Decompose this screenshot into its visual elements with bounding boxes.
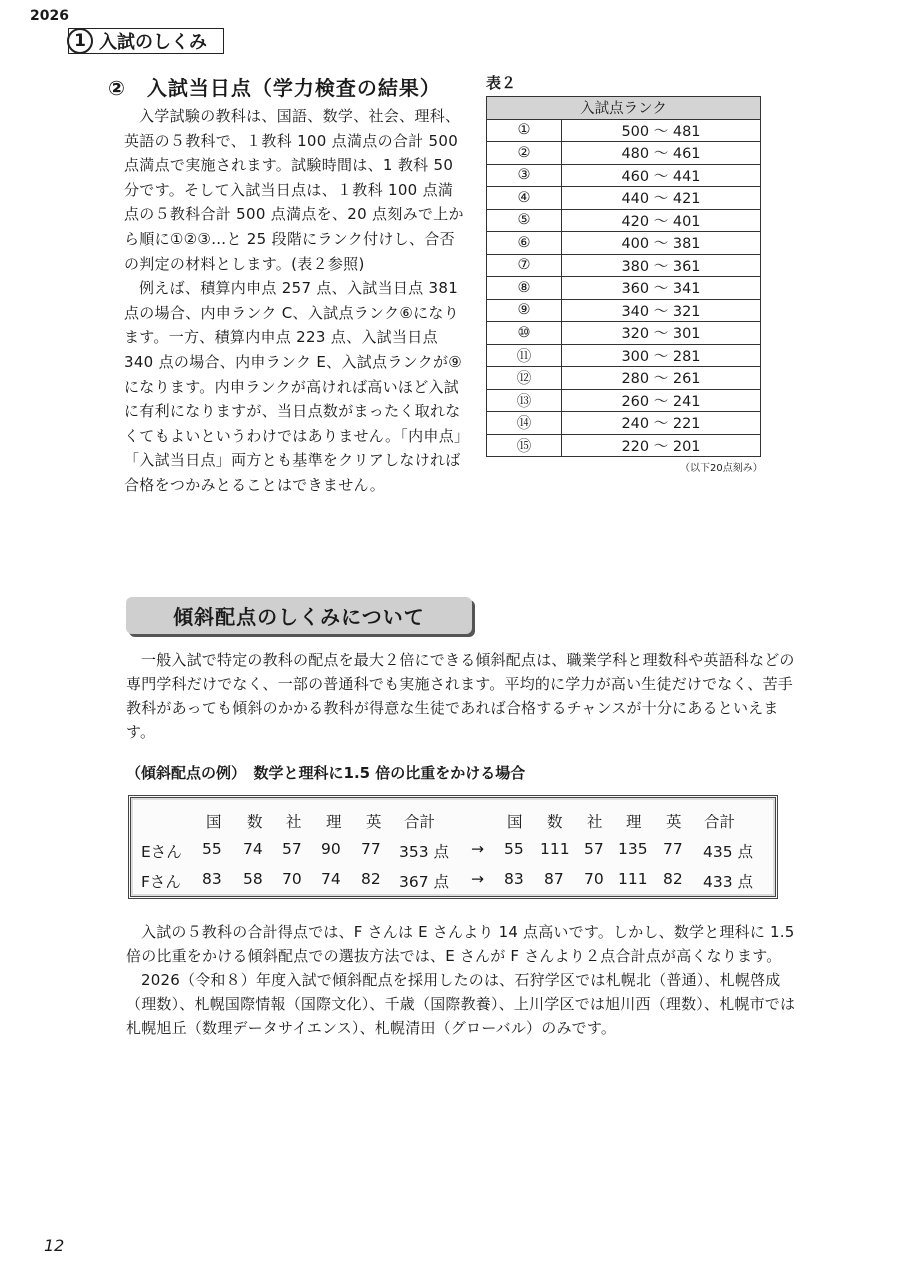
table-row: [487, 209, 761, 232]
score-cell: 77: [663, 840, 683, 858]
student-name: Fさん: [141, 873, 181, 891]
header-cell: 社: [286, 813, 302, 831]
paragraph: 入学試験の教科は、国語、数学、社会、理科、英語の５教科で、１教科 100 点満点の合計 500 点満点で実施されます。試験時間は、1 教科 50 分です。そして入試当日点は、１教科 100 点満点の５教科合計 500 点満点を、20 点刻みで上から順に①②③…と 25 段階にランク付けし、合否の判定の材料とします。(表２参照): [124, 107, 464, 273]
range-cell: 260 ～ 241: [562, 389, 761, 412]
rank-cell: ④: [487, 187, 562, 210]
student-name: Eさん: [141, 843, 182, 861]
score-cell: 55: [202, 840, 222, 858]
total-cell: 353 点: [399, 843, 450, 861]
rank-cell: ⑧: [487, 277, 562, 300]
page-number: 12: [44, 1236, 65, 1255]
paragraph: 例えば、積算内申点 257 点、入試当日点 381 点の場合、内申ランク C、入試点ランク⑥になります。一方、積算内申点 223 点、入試当日点 340 点の場合、内申ランク E、入試点ランクが⑨になります。内申ランクが高ければ高いほど入試に有利になりますが、当日点数がまったく取れなくてもよいというわけではありません。「内申点」「入試当日点」両方とも基準をクリアしなければ合格をつかみとることはできません。: [124, 279, 462, 494]
table-row: [487, 119, 761, 142]
range-cell: 480 ～ 461: [562, 142, 761, 165]
table-row: [487, 187, 761, 210]
header-cell: 理: [626, 813, 642, 831]
header-cell: 理: [326, 813, 342, 831]
score-cell: 57: [282, 840, 302, 858]
total-cell: 435 点: [703, 843, 754, 861]
score-cell: 82: [663, 870, 683, 888]
rank-cell: ⑤: [487, 209, 562, 232]
section-heading: ② 入試当日点（学力検査の結果）: [108, 76, 441, 100]
section-body: [124, 104, 464, 498]
rank-cell: ⑮: [487, 434, 562, 457]
rank-cell: ⑪: [487, 344, 562, 367]
paragraph: 入試の５教科の合計得点では、F さんは E さんより 14 点高いです。しかし、数学と理科に 1.5 倍の比重をかける傾斜配点での選抜方法では、E さんが F さんより２点合計点が高くなります。: [126, 923, 795, 965]
header-cell: 数: [247, 813, 263, 831]
rank-cell: ⑬: [487, 389, 562, 412]
range-cell: 220 ～ 201: [562, 434, 761, 457]
score-cell: 77: [361, 840, 381, 858]
score-cell: 58: [243, 870, 263, 888]
table-row: [487, 412, 761, 435]
table-row: [487, 322, 761, 345]
score-cell: 135: [618, 840, 648, 858]
rank-cell: ③: [487, 164, 562, 187]
range-cell: 340 ～ 321: [562, 299, 761, 322]
range-cell: 420 ～ 401: [562, 209, 761, 232]
table-row: [487, 164, 761, 187]
range-cell: 320 ～ 301: [562, 322, 761, 345]
score-cell: 83: [504, 870, 524, 888]
rank-cell: ⑫: [487, 367, 562, 390]
section-banner: 傾斜配点のしくみについて: [126, 597, 472, 634]
total-cell: 433 点: [703, 873, 754, 891]
table-row: [487, 434, 761, 457]
range-cell: 500 ～ 481: [562, 119, 761, 142]
example-label: （傾斜配点の例） 数学と理科に1.5 倍の比重をかける場合: [126, 764, 526, 782]
score-cell: 111: [540, 840, 570, 858]
table-row: [487, 367, 761, 390]
score-cell: 82: [361, 870, 381, 888]
table-header: 入試点ランク: [487, 97, 761, 120]
score-row-f: [131, 870, 775, 900]
score-cell: 90: [321, 840, 341, 858]
table-label: 表２: [486, 74, 517, 92]
range-cell: 460 ～ 441: [562, 164, 761, 187]
score-example-box: [128, 795, 778, 899]
header-cell: 合計: [704, 813, 736, 831]
range-cell: 240 ～ 221: [562, 412, 761, 435]
score-cell: 83: [202, 870, 222, 888]
table-row: [487, 299, 761, 322]
chapter-number: 1: [67, 28, 93, 54]
rank-cell: ②: [487, 142, 562, 165]
header-cell: 数: [547, 813, 563, 831]
score-header-row: [131, 810, 775, 840]
rank-cell: ⑥: [487, 232, 562, 255]
table-row: [487, 389, 761, 412]
score-cell: 55: [504, 840, 524, 858]
score-cell: 70: [584, 870, 604, 888]
range-cell: 440 ～ 421: [562, 187, 761, 210]
header-cell: 国: [507, 813, 523, 831]
range-cell: 380 ～ 361: [562, 254, 761, 277]
rank-cell: ⑭: [487, 412, 562, 435]
rank-cell: ⑦: [487, 254, 562, 277]
chapter-tag: [68, 28, 224, 54]
table-row: [487, 254, 761, 277]
table-row: [487, 232, 761, 255]
rank-cell: ⑨: [487, 299, 562, 322]
arrow: →: [471, 840, 484, 858]
rank-cell: ①: [487, 119, 562, 142]
score-cell: 74: [243, 840, 263, 858]
range-cell: 360 ～ 341: [562, 277, 761, 300]
header-cell: 合計: [404, 813, 436, 831]
header-cell: 国: [206, 813, 222, 831]
keisha-body: [126, 920, 808, 1040]
year-label: 2026: [30, 8, 69, 24]
rank-table: [486, 96, 761, 457]
paragraph: 一般入試で特定の教科の配点を最大２倍にできる傾斜配点は、職業学科と理数科や英語科などの専門学科だけでなく、一部の普通科でも実施されます。平均的に学力が高い生徒だけでなく、苦手教科があっても傾斜のかかる教科が得意な生徒であれば合格するチャンスが十分にあるといえます。: [126, 651, 795, 741]
rank-cell: ⑩: [487, 322, 562, 345]
header-cell: 英: [366, 813, 382, 831]
table-row: [487, 277, 761, 300]
header-cell: 社: [587, 813, 603, 831]
table-row: [487, 344, 761, 367]
score-cell: 111: [618, 870, 648, 888]
score-cell: 57: [584, 840, 604, 858]
score-row-e: [131, 840, 775, 870]
paragraph: 2026（令和８）年度入試で傾斜配点を採用したのは、石狩学区では札幌北（普通）、札幌啓成（理数）、札幌国際情報（国際文化）、千歳（国際教養）、上川学区では旭川西（理数）、札幌市では札幌旭丘（数理データサイエンス）、札幌清田（グローバル）のみです。: [126, 971, 796, 1037]
chapter-title: 入試のしくみ: [99, 32, 207, 53]
score-cell: 74: [321, 870, 341, 888]
range-cell: 280 ～ 261: [562, 367, 761, 390]
range-cell: 300 ～ 281: [562, 344, 761, 367]
table-note: （以下20点刻み）: [680, 463, 763, 474]
score-cell: 70: [282, 870, 302, 888]
score-cell: 87: [544, 870, 564, 888]
keisha-intro: [126, 648, 806, 744]
total-cell: 367 点: [399, 873, 450, 891]
arrow: →: [471, 870, 484, 888]
table-row: [487, 142, 761, 165]
range-cell: 400 ～ 381: [562, 232, 761, 255]
header-cell: 英: [666, 813, 682, 831]
